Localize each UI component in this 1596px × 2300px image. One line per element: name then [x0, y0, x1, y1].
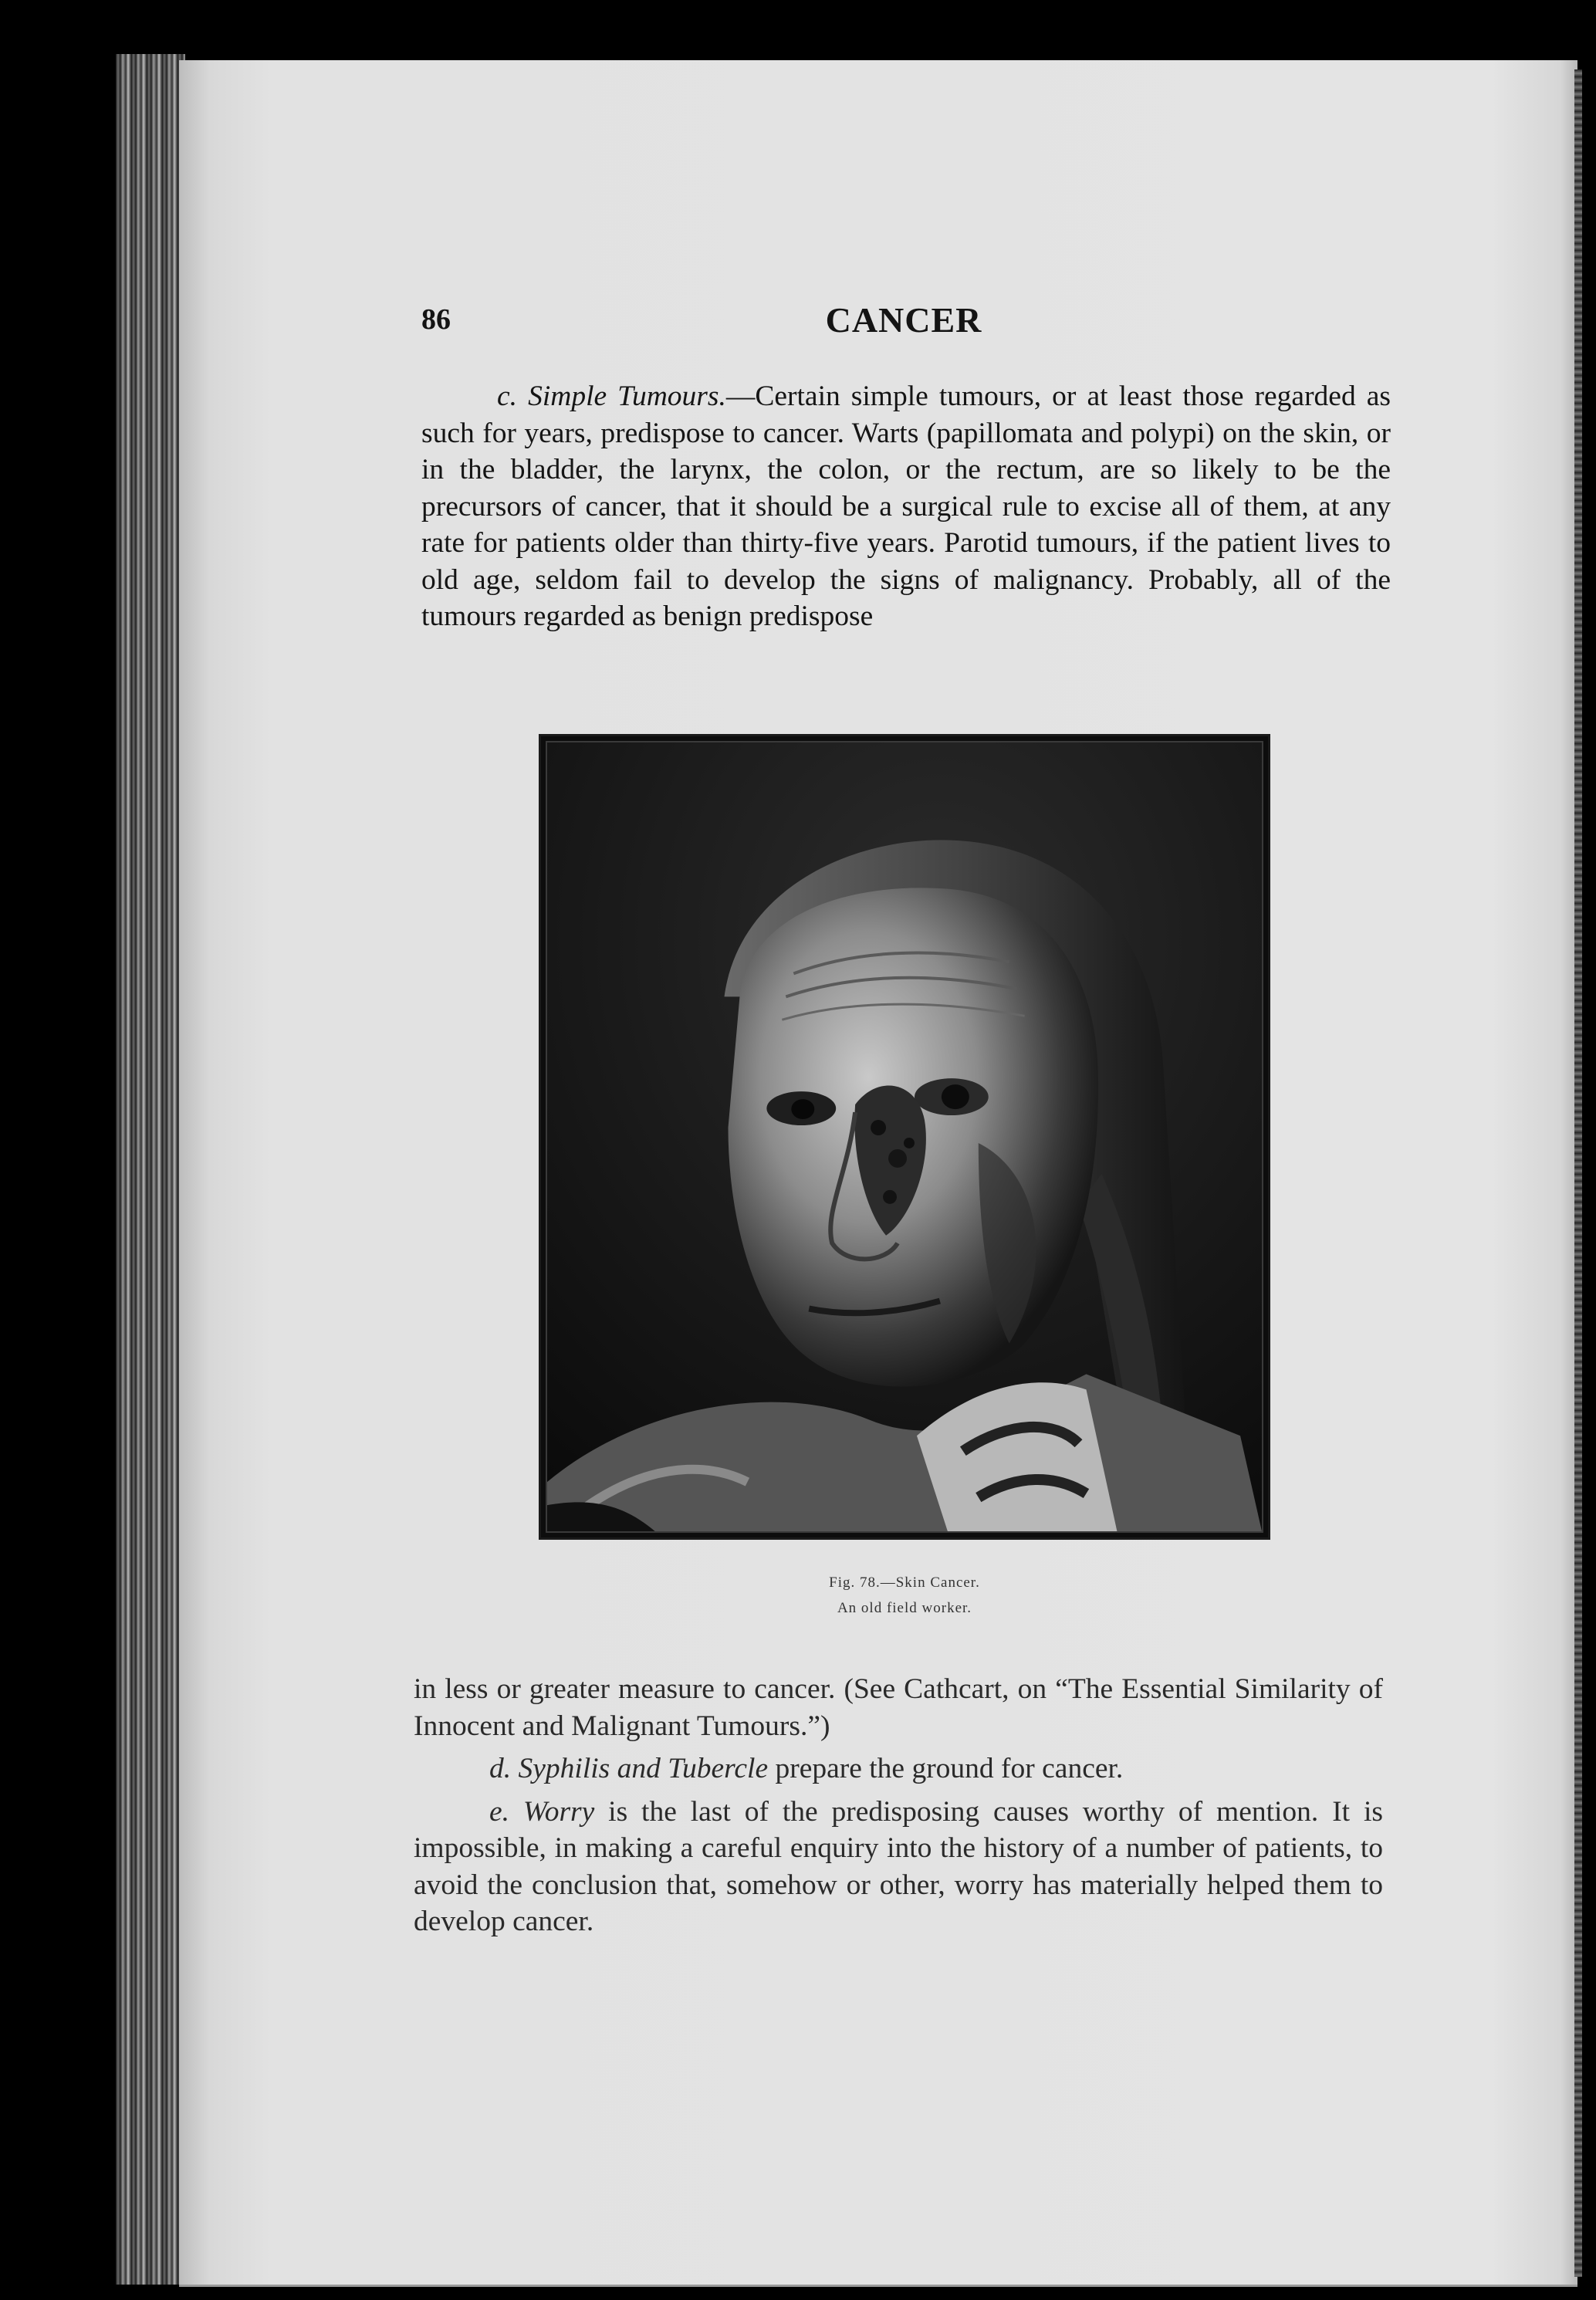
running-title: CANCER — [825, 300, 982, 340]
paragraph-simple-tumours — [421, 378, 1391, 635]
page-edge — [1574, 69, 1582, 2277]
paragraph-text: —Certain simple tumours, or at least those regarded as such for years, predispose to cancer. Warts (papillomata and polypi) on the skin, or in the bladder, the larynx, the colon, or the rectum, are so likely to be the precursors of cancer, that it should be a surgical rule to excise all of them, at any rate for patients older than thirty-five years. Parotid tumours, if the patient lives to old age, seldom fail to develop the signs of malignancy. Probably, all of the tumours regarded as benign predispose — [421, 381, 1391, 632]
paragraph-text: is the last of the predisposing causes worthy of mention. It is impossible, in making a careful enquiry into the history of a number of patients, to avoid the conclusion that, somehow or other, worry has materially helped them to develop cancer. — [414, 1795, 1383, 1937]
figure-caption-subtitle: An old field worker. — [837, 1600, 972, 1616]
portrait-photo — [547, 742, 1262, 1531]
paragraph-label: e. Worry — [489, 1795, 595, 1828]
figure-photograph — [539, 734, 1270, 1540]
paragraph-continued: in less or greater measure to cancer. (See Cathcart, on “The Essential Similarity of Innocent and Malignant Tumours.”) — [414, 1673, 1383, 1742]
running-head — [421, 300, 1386, 349]
paragraph-worry — [414, 1794, 1383, 1940]
text-block-bottom — [414, 1671, 1383, 1940]
paragraph-syphilis — [414, 1750, 1383, 1788]
page-number: 86 — [421, 303, 451, 336]
paragraph-label: d. Syphilis and Tubercle — [489, 1753, 769, 1784]
figure-caption-label: Fig. 78.—Skin Cancer. — [829, 1574, 980, 1591]
paragraph-text: prepare the ground for cancer. — [768, 1753, 1124, 1784]
paragraph-label: c. Simple Tumours. — [497, 381, 726, 412]
text-block-top — [421, 378, 1391, 635]
book-binding-gutter — [116, 54, 185, 2285]
